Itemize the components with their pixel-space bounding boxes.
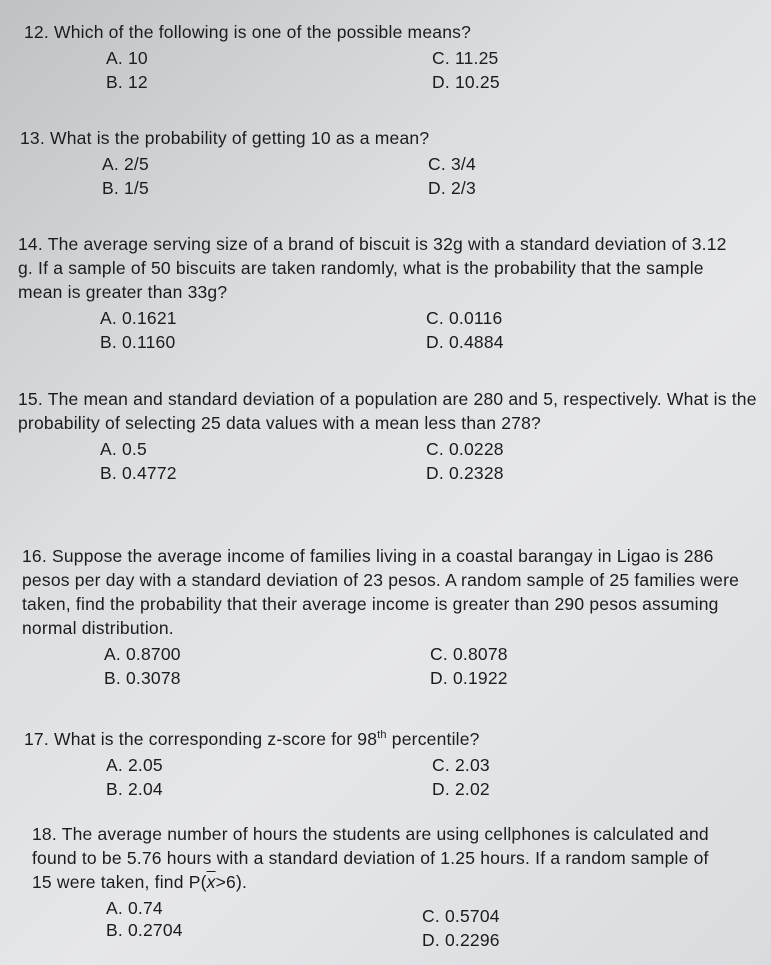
question-18-number: 18. (32, 824, 57, 844)
question-14-number: 14. (18, 234, 43, 254)
question-15-option-a[interactable]: A. 0.5 (100, 439, 147, 459)
question-17-text (24, 723, 744, 751)
question-17-options (24, 753, 744, 801)
question-15-text (18, 387, 760, 435)
question-18-stem-before: The average number of hours the students are using cellphones is calculated and found to be 5.76 hours with a standard deviation of 1.25 hours. If a random sample of 15 were taken, find P( (32, 824, 709, 892)
question-18-option-b[interactable]: B. 0.2704 (106, 920, 183, 940)
question-15-number: 15. (18, 389, 43, 409)
question-17-number: 17. (24, 729, 49, 749)
question-13-option-a[interactable]: A. 2/5 (102, 154, 149, 174)
question-13-option-b[interactable]: B. 1/5 (102, 178, 149, 198)
question-12-stem: Which of the following is one of the possible means? (54, 22, 472, 42)
question-17 (24, 723, 744, 801)
question-18-option-a[interactable]: A. 0.74 (106, 898, 163, 918)
question-16-option-c[interactable]: C. 0.8078 (430, 644, 508, 664)
question-16 (22, 544, 760, 690)
question-13-options (20, 152, 740, 200)
question-13-text (20, 126, 740, 150)
question-16-option-a[interactable]: A. 0.8700 (104, 644, 181, 664)
question-14 (18, 232, 746, 354)
question-17-stem-after: percentile? (386, 729, 480, 749)
question-16-text (22, 544, 760, 640)
question-18-option-c[interactable]: C. 0.5704 (422, 906, 500, 926)
question-13-option-c[interactable]: C. 3/4 (428, 154, 476, 174)
question-12-option-d[interactable]: D. 10.25 (432, 72, 500, 92)
question-13-option-d[interactable]: D. 2/3 (428, 178, 476, 198)
question-14-option-b[interactable]: B. 0.1160 (100, 332, 176, 352)
x-bar-symbol: $\overline{x}$ (206, 872, 216, 892)
question-13-stem: What is the probability of getting 10 as a mean? (50, 128, 430, 148)
question-15 (18, 387, 760, 485)
question-15-stem: The mean and standard deviation of a population are 280 and 5, respectively. What is the probability of selecting 25 data values with a mean less than 278? (18, 389, 757, 433)
question-18-options (32, 896, 732, 950)
question-12-number: 12. (24, 22, 49, 42)
question-16-option-b[interactable]: B. 0.3078 (104, 668, 181, 688)
question-14-options (18, 306, 746, 354)
question-17-option-d[interactable]: D. 2.02 (432, 779, 490, 799)
question-14-option-a[interactable]: A. 0.1621 (100, 308, 177, 328)
question-12 (24, 20, 744, 94)
question-13-number: 13. (20, 128, 45, 148)
question-13 (20, 126, 740, 200)
question-17-stem-before: What is the corresponding z-score for 98 (54, 729, 378, 749)
question-18-text (32, 822, 732, 894)
question-18-option-d[interactable]: D. 0.2296 (422, 930, 500, 950)
question-17-option-b[interactable]: B. 2.04 (106, 779, 163, 799)
question-16-options (22, 642, 760, 690)
question-16-option-d[interactable]: D. 0.1922 (430, 668, 508, 688)
question-12-option-a[interactable]: A. 10 (106, 48, 148, 68)
question-12-option-c[interactable]: C. 11.25 (432, 48, 499, 68)
question-18 (32, 822, 732, 950)
question-14-text (18, 232, 746, 304)
question-14-option-c[interactable]: C. 0.0116 (426, 308, 503, 328)
question-12-text (24, 20, 744, 44)
question-17-option-a[interactable]: A. 2.05 (106, 755, 163, 775)
question-12-option-b[interactable]: B. 12 (106, 72, 148, 92)
question-15-options (18, 437, 760, 485)
question-15-option-b[interactable]: B. 0.4772 (100, 463, 177, 483)
question-17-option-c[interactable]: C. 2.03 (432, 755, 490, 775)
question-16-stem: Suppose the average income of families living in a coastal barangay in Ligao is 286 pesos per day with a standard deviation of 23 pesos. A random sample of 25 families were taken, find the probability that their average income is greater than 290 pesos assuming normal distribution. (22, 546, 740, 638)
ordinal-suffix: th (377, 729, 387, 741)
question-18-stem-after: >6). (215, 872, 248, 892)
question-14-option-d[interactable]: D. 0.4884 (426, 332, 504, 352)
question-14-stem: The average serving size of a brand of biscuit is 32g with a standard deviation of 3.12 g. If a sample of 50 biscuits are taken randomly, what is the probability that the sample mean is greater than 33g? (18, 234, 727, 302)
question-15-option-d[interactable]: D. 0.2328 (426, 463, 504, 483)
question-15-option-c[interactable]: C. 0.0228 (426, 439, 504, 459)
question-12-options (24, 46, 744, 94)
question-16-number: 16. (22, 546, 47, 566)
